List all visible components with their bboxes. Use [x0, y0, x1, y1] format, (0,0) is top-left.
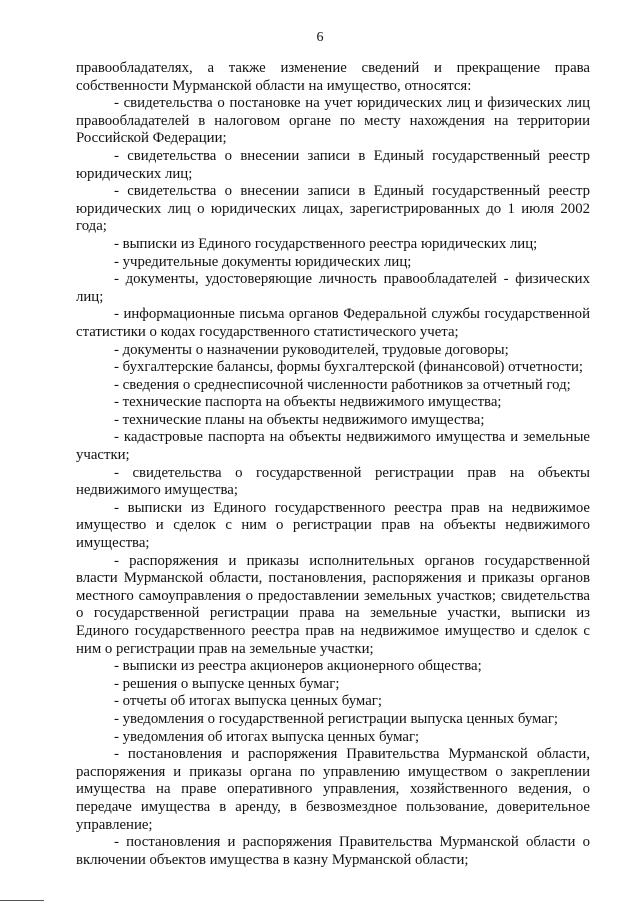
list-item: - уведомления о государственной регистрации выпуска ценных бумаг;: [114, 710, 559, 727]
list-item: - технические планы на объекты недвижимого имущества;: [114, 411, 485, 428]
list-item: - сведения о среднесписочной численности работников за отчетный год;: [114, 376, 571, 393]
list-item: - постановления и распоряжения Правительства Мурманской области, распоряжения и приказы органа по управлению имуществом о закреплении имущества на праве оперативного управления, хозяйственного ведения, о передаче имущества в аренду, в безвозмездное пользование, доверительное управление;: [76, 746, 590, 833]
list-item: - распоряжения и приказы исполнительных органов государственной власти Мурманской области, постановления, распоряжения и приказы органов местного самоуправления о предоставлении земельных участков; свидетельства о государственной регистрации права на земельные участки, выписки из Единого государственного реестра прав на недвижимое имущество и сделок с ним о регистрации прав на земельные участки;: [76, 552, 590, 657]
list-item: - информационные письма органов Федеральной службы государственной статистики о кодах государственного статистического учета;: [76, 306, 590, 340]
list-item: - учредительные документы юридических лиц;: [114, 253, 412, 270]
list-item: - решения о выпуске ценных бумаг;: [114, 675, 340, 692]
list-item: - бухгалтерские балансы, формы бухгалтерской (финансовой) отчетности;: [114, 359, 583, 376]
list-item: - документы, удостоверяющие личность правообладателей - физических лиц;: [76, 271, 590, 305]
list-item: - выписки из реестра акционеров акционерного общества;: [114, 658, 482, 675]
scan-edge-mark: [0, 900, 44, 901]
page-number: 6: [316, 30, 324, 45]
list-item: - свидетельства о внесении записи в Единый государственный реестр юридических лиц о юридических лицах, зарегистрированных до 1 июля 2002 года;: [76, 183, 590, 235]
list-item: - постановления и распоряжения Правительства Мурманской области о включении объектов имущества в казну Мурманской области;: [76, 834, 590, 868]
list-item: - свидетельства о внесении записи в Единый государственный реестр юридических лиц;: [76, 147, 590, 182]
list-item: - выписки из Единого государственного реестра прав на недвижимое имущество и сделок с ним о регистрации прав на объекты недвижимого имущества;: [76, 499, 590, 552]
list-item: - свидетельства о постановке на учет юридических лиц и физических лиц правообладателей в налоговом органе по месту нахождения на территории Российской Федерации;: [76, 95, 590, 147]
list-item: - технические паспорта на объекты недвижимого имущества;: [114, 394, 502, 411]
list-item: - отчеты об итогах выпуска ценных бумаг;: [114, 693, 382, 710]
document-body: [76, 60, 590, 869]
paragraph-intro: правообладателях, а также изменение сведений и прекращение права собственности Мурманской области на имущество, относятся:: [76, 60, 590, 94]
list-item: - свидетельства о государственной регистрации прав на объекты недвижимого имущества;: [76, 464, 590, 499]
list-item: - документы о назначении руководителей, трудовые договоры;: [114, 341, 509, 358]
list-item: - выписки из Единого государственного реестра юридических лиц;: [114, 235, 538, 252]
list-item: - уведомления об итогах выпуска ценных бумаг;: [114, 728, 420, 745]
list-item: - кадастровые паспорта на объекты недвижимого имущества и земельные участки;: [76, 429, 590, 464]
